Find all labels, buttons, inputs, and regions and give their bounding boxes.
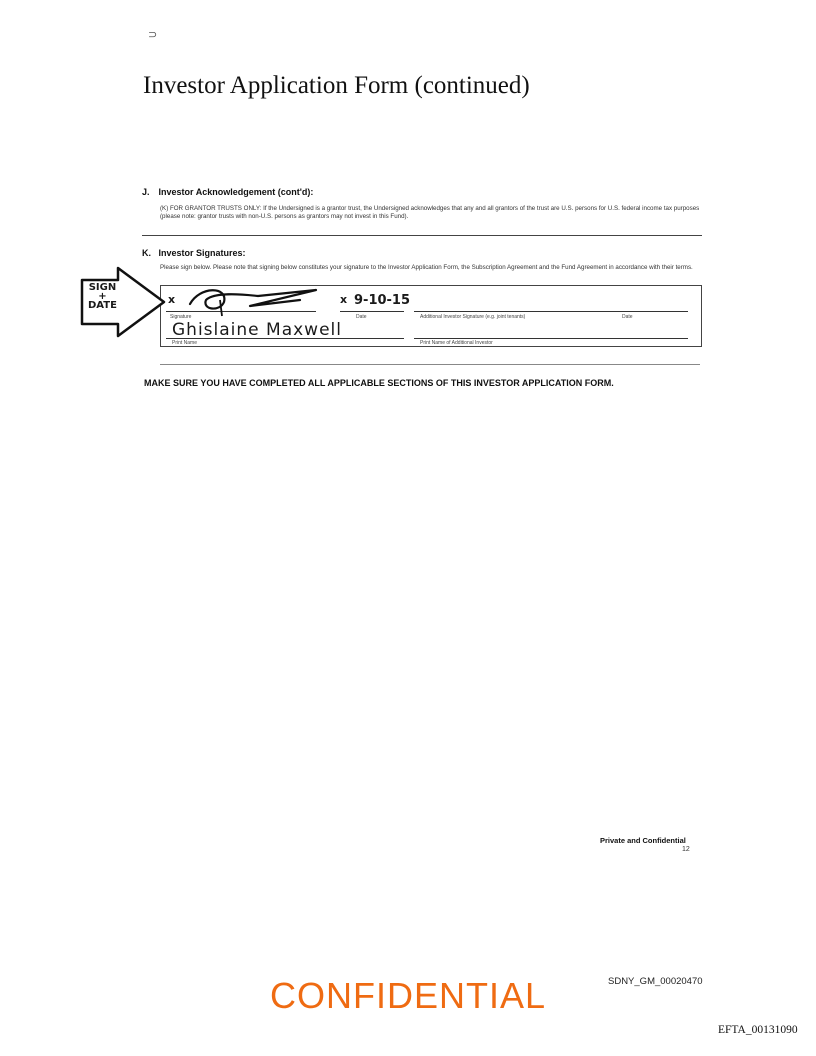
bates-number: SDNY_GM_00020470 bbox=[608, 976, 703, 987]
handwritten-x-signature: x bbox=[168, 293, 176, 306]
footer-private: Private and Confidential bbox=[600, 836, 686, 845]
date-line bbox=[340, 311, 404, 312]
section-k-text: Please sign below. Please note that signing below constitutes your signature to the Investor Application Form, the Subscription Agreement and the Fund Agreement in accordance with their terms. bbox=[160, 264, 693, 271]
additional-signature-label: Additional Investor Signature (e.g. joint tenants) bbox=[420, 314, 526, 320]
stamp-line1: SIGN bbox=[88, 282, 117, 293]
signature-label: Signature bbox=[170, 314, 192, 320]
box-bottom-rule bbox=[160, 364, 700, 365]
print-name-additional-label: Print Name of Additional Investor bbox=[420, 340, 493, 346]
handwritten-date: 9-10-15 bbox=[354, 293, 411, 308]
section-k-number: K. bbox=[142, 248, 151, 258]
print-name-additional-line bbox=[414, 338, 688, 339]
handwritten-name: Ghislaine Maxwell bbox=[172, 320, 342, 340]
page-title: Investor Application Form (continued) bbox=[143, 72, 530, 99]
section-j-text: (K) FOR GRANTOR TRUSTS ONLY: If the Undersigned is a grantor trust, the Undersigned acknowledges that any and all grantors of the trust are U.S. persons for U.S. federal income tax purposes (please note: grantor trusts with non-U.S. persons as grantors may not invest in this Fund). bbox=[160, 205, 700, 220]
section-divider bbox=[142, 235, 702, 236]
footer-page-number: 12 bbox=[682, 846, 690, 853]
section-j-number: J. bbox=[142, 187, 150, 197]
additional-signature-line bbox=[414, 311, 688, 312]
efta-number: EFTA_00131090 bbox=[718, 1024, 798, 1036]
section-k-title: Investor Signatures: bbox=[158, 248, 246, 258]
stamp-line2: + bbox=[98, 291, 107, 302]
sign-date-stamp bbox=[78, 266, 168, 343]
confidential-watermark: CONFIDENTIAL bbox=[270, 975, 547, 1016]
section-j-heading bbox=[142, 187, 313, 197]
section-j-title: Investor Acknowledgement (cont'd): bbox=[158, 187, 314, 197]
date-label: Date bbox=[356, 314, 367, 320]
completion-notice: MAKE SURE YOU HAVE COMPLETED ALL APPLICABLE SECTIONS OF THIS INVESTOR APPLICATION FORM. bbox=[144, 378, 614, 388]
print-name-label: Print Name bbox=[172, 340, 198, 346]
additional-date-label: Date bbox=[622, 314, 633, 320]
handwritten-x-date: x bbox=[340, 293, 348, 306]
stamp-line3: DATE bbox=[88, 300, 117, 311]
stamp-text bbox=[88, 283, 117, 310]
corner-mark: ⊃ bbox=[148, 29, 158, 41]
section-k-heading bbox=[142, 248, 246, 258]
handwritten-signature-scribble bbox=[180, 282, 330, 318]
